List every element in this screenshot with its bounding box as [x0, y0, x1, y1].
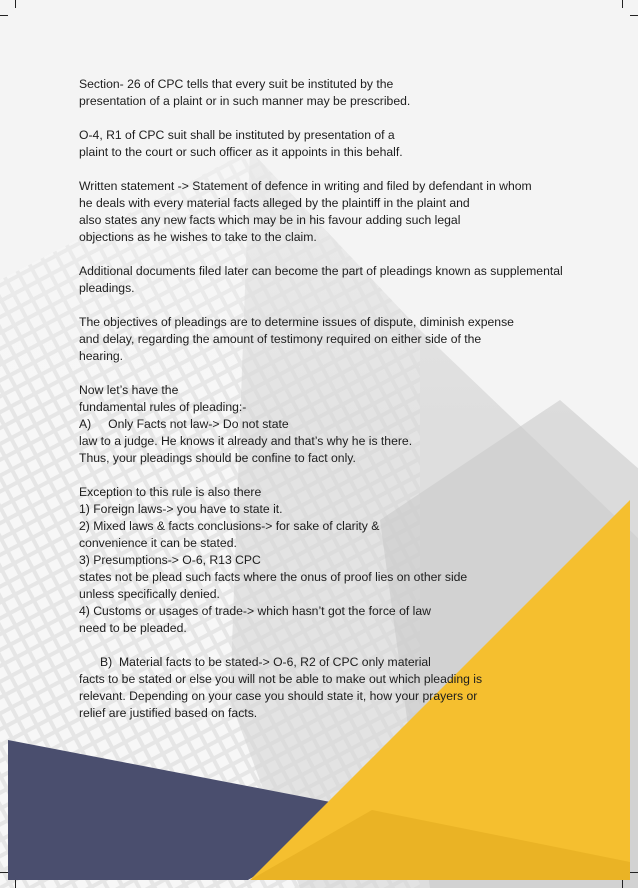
text-line: and delay, regarding the amount of testimony required on either side of the	[79, 332, 482, 346]
text-line: fundamental rules of pleading:-	[79, 400, 247, 414]
text-line: need to be pleaded.	[79, 621, 187, 635]
paragraph-order4	[79, 127, 609, 161]
text-line: states not be plead such facts where the onus of proof lies on other side	[79, 570, 468, 584]
text-line: hearing.	[79, 349, 124, 363]
crop-mark	[630, 15, 638, 16]
text-line: Exception to this rule is also there	[79, 485, 262, 499]
crop-mark	[630, 872, 638, 873]
text-line: The objectives of pleadings are to determine issues of dispute, diminish expense	[79, 315, 514, 329]
paragraph-additional-documents	[79, 263, 609, 297]
text-line: facts to be stated or else you will not be able to make out which pleading is	[79, 672, 483, 686]
text-line: law to a judge. He knows it already and that’s why he is there.	[79, 434, 413, 448]
crop-mark	[0, 15, 8, 16]
text-line: convenience it can be stated.	[79, 536, 237, 550]
text-line: pleadings.	[79, 281, 135, 295]
text-line: Thus, your pleadings should be confine to fact only.	[79, 451, 356, 465]
text-line: presentation of a plaint or in such manner may be prescribed.	[79, 94, 411, 108]
document-body	[79, 76, 609, 739]
paragraph-material-facts	[79, 654, 609, 722]
text-line: O-4, R1 of CPC suit shall be instituted by presentation of a	[79, 128, 395, 142]
text-line: B) Material facts to be stated-> O-6, R2 of CPC only material	[100, 655, 431, 669]
crop-mark	[15, 0, 16, 8]
text-line: he deals with every material facts alleged by the plaintiff in the plaint and	[79, 196, 470, 210]
crop-mark	[15, 880, 16, 888]
paragraph-exceptions	[79, 484, 609, 637]
text-line: Written statement -> Statement of defence in writing and filed by defendant in whom	[79, 179, 532, 193]
text-line: relief are justified based on facts.	[79, 706, 258, 720]
text-line: A) Only Facts not law-> Do not state	[79, 417, 289, 431]
text-line: objections as he wishes to take to the claim.	[79, 230, 317, 244]
paragraph-section26	[79, 76, 609, 110]
text-line: 3) Presumptions-> O-6, R13 CPC	[79, 553, 261, 567]
crop-mark	[622, 0, 623, 8]
text-line: Section- 26 of CPC tells that every suit be instituted by the	[79, 77, 394, 91]
text-line: 1) Foreign laws-> you have to state it.	[79, 502, 283, 516]
text-line: also states any new facts which may be in his favour adding such legal	[79, 213, 461, 227]
paragraph-objectives	[79, 314, 609, 365]
crop-mark	[622, 880, 623, 888]
text-line: 2) Mixed laws & facts conclusions-> for sake of clarity &	[79, 519, 380, 533]
paragraph-written-statement	[79, 178, 609, 246]
crop-mark	[0, 872, 8, 873]
text-line: plaint to the court or such officer as it appoints in this behalf.	[79, 145, 403, 159]
paragraph-fundamental-rules	[79, 382, 609, 467]
text-line: Additional documents filed later can become the part of pleadings known as supplemental	[79, 264, 563, 278]
text-line: Now let’s have the	[79, 383, 179, 397]
text-line: 4) Customs or usages of trade-> which hasn’t got the force of law	[79, 604, 431, 618]
text-line: unless specifically denied.	[79, 587, 220, 601]
text-line: relevant. Depending on your case you should state it, how your prayers or	[79, 689, 478, 703]
